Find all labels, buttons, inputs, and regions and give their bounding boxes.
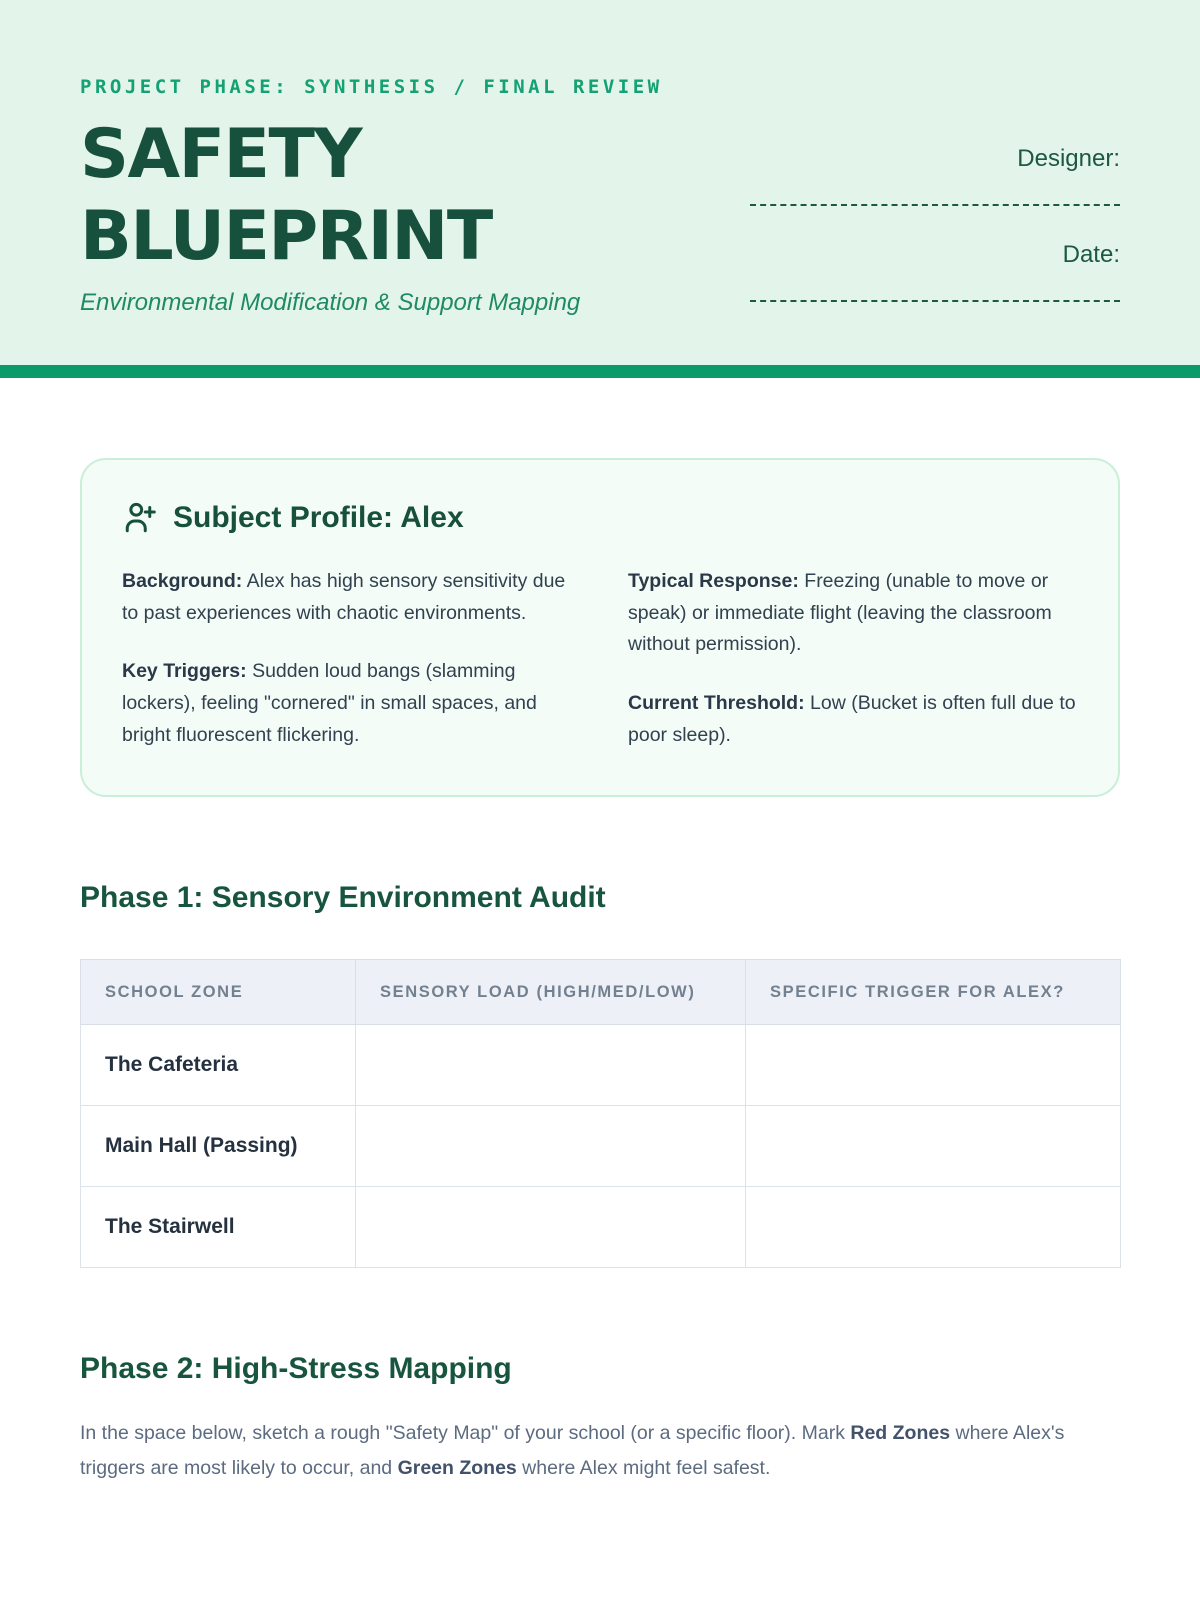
profile-current-threshold-label: Current Threshold: [628,691,805,714]
date-label: Date: [1062,241,1120,268]
profile-key-triggers [122,656,572,751]
table-header-row [81,960,1121,1025]
red-zones-term: Red Zones [850,1422,951,1445]
page-subtitle: Environmental Modification & Support Mapping [80,289,581,317]
subject-profile-title: Subject Profile: Alex [173,501,464,535]
signature-block [750,76,1120,302]
table-row [81,1187,1121,1268]
date-line[interactable] [750,300,1120,302]
profile-background-text: Alex has high sensory sensitivity due to past experiences with chaotic environments. [122,570,566,624]
profile-current-threshold [628,688,1078,751]
profile-background [122,566,572,629]
subject-profile-header [122,500,1078,536]
header [0,0,1200,365]
designer-signature-line[interactable] [750,204,1120,206]
trigger-cell-main-hall[interactable] [746,1106,1121,1187]
page-title-line2: BLUEPRINT [80,196,492,276]
profile-column-right [628,566,1078,751]
profile-current-threshold-text: Low (Bucket is often full due to poor sleep). [628,691,1076,746]
table-row [81,1106,1121,1187]
profile-column-left [122,566,572,751]
column-header-sensory-load: SENSORY LOAD (HIGH/MED/LOW) [356,960,746,1025]
phase1-title: Phase 1: Sensory Environment Audit [80,881,606,915]
subject-profile-columns [122,566,1078,751]
sensory-audit-table [80,959,1121,1268]
page-title [80,114,750,277]
trigger-cell-stairwell[interactable] [746,1187,1121,1268]
profile-typical-response-text: Freezing (unable to move or speak) or immediate flight (leaving the classroom without permission). [628,570,1052,656]
zone-cell-main-hall: Main Hall (Passing) [81,1106,356,1187]
instructions-part1: In the space below, sketch a rough "Safety Map" of your school (or a specific floor). Mark [80,1422,851,1445]
table-row [81,1025,1121,1106]
phase2-title: Phase 2: High-Stress Mapping [80,1352,512,1386]
project-phase-eyebrow: PROJECT PHASE: SYNTHESIS / FINAL REVIEW [80,76,663,98]
load-cell-stairwell[interactable] [356,1187,746,1268]
phase2-instructions [80,1416,1120,1486]
user-plus-icon [122,500,158,536]
load-cell-cafeteria[interactable] [356,1025,746,1106]
load-cell-main-hall[interactable] [356,1106,746,1187]
profile-key-triggers-text: Sudden loud bangs (slamming lockers), feeling "cornered" in small spaces, and bright fluorescent flickering. [122,660,537,746]
profile-background-label: Background: [122,570,243,593]
header-accent-bar [0,365,1200,378]
column-header-specific-trigger: SPECIFIC TRIGGER FOR ALEX? [746,960,1121,1025]
subject-profile-card [80,458,1120,797]
zone-cell-stairwell: The Stairwell [81,1187,356,1268]
profile-typical-response-label: Typical Response: [628,570,799,593]
page-title-line1: SAFETY [80,115,362,194]
profile-key-triggers-label: Key Triggers: [122,660,247,683]
green-zones-term: Green Zones [397,1457,517,1480]
header-left [80,76,750,317]
zone-cell-cafeteria: The Cafeteria [81,1025,356,1106]
instructions-part2: where Alex's triggers are most likely to occur, and [80,1422,1065,1480]
instructions-part3: where Alex might feel safest. [516,1457,771,1480]
designer-label: Designer: [1017,145,1120,172]
trigger-cell-cafeteria[interactable] [746,1025,1121,1106]
profile-typical-response [628,566,1078,661]
column-header-school-zone: SCHOOL ZONE [81,960,356,1025]
